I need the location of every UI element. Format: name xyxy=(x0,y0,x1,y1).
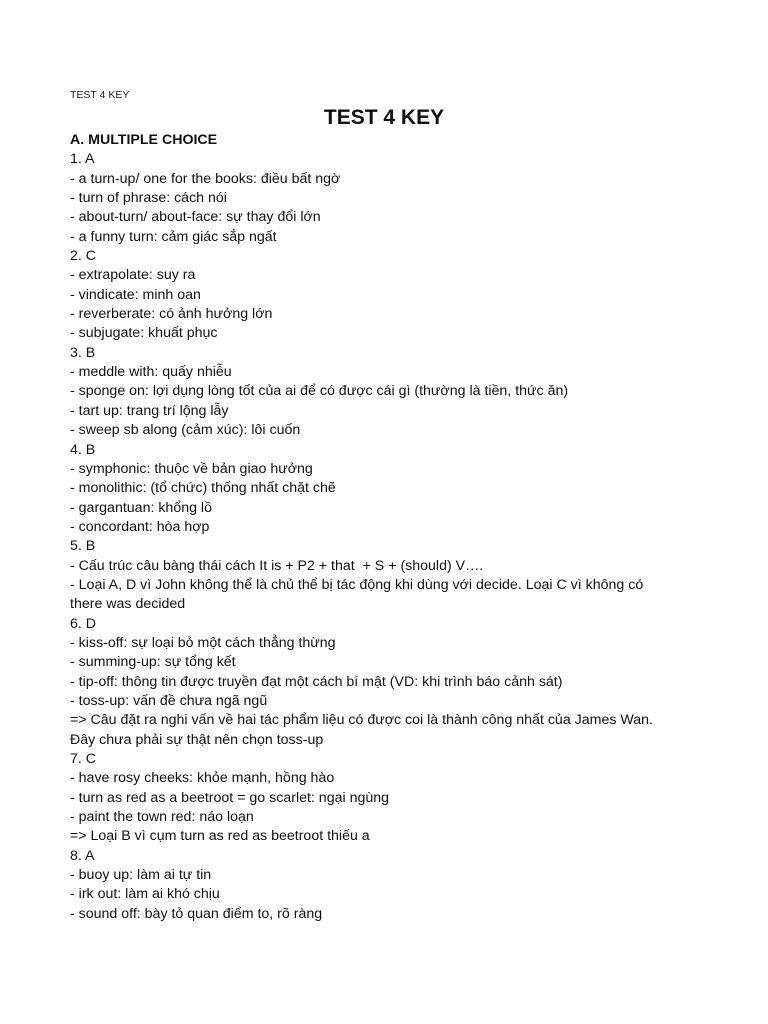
text-line: - Loại A, D vì John không thể là chủ thể bị tác động khi dùng với decide. Loại C vì không có xyxy=(70,576,644,593)
text-line: - symphonic: thuộc về bản giao hưởng xyxy=(70,460,313,477)
text-line: - toss-up: vấn đề chưa ngã ngũ xyxy=(70,692,268,709)
document-body xyxy=(70,131,710,924)
text-line: 6. D xyxy=(70,615,97,632)
text-line: - turn as red as a beetroot = go scarlet: ngại ngùng xyxy=(70,789,390,806)
text-line: - subjugate: khuất phục xyxy=(70,325,218,342)
text-line: - extrapolate: suy ra xyxy=(70,267,196,284)
page-title: TEST 4 KEY xyxy=(323,106,445,129)
text-line: there was decided xyxy=(70,596,186,613)
text-line: - paint the town red: náo loạn xyxy=(70,809,254,826)
text-line: - a funny turn: cảm giác sắp ngất xyxy=(70,228,277,245)
text-line: - about-turn/ about-face: sự thay đổi lớn xyxy=(70,209,321,226)
text-line: Đây chưa phải sự thật nên chọn toss-up xyxy=(70,731,324,748)
text-line: - monolithic: (tổ chức) thống nhất chặt chẽ xyxy=(70,480,336,497)
text-line: - vindicate: minh oan xyxy=(70,286,201,303)
text-line: - gargantuan: khổng lồ xyxy=(70,499,212,516)
text-line: 5. B xyxy=(70,538,96,555)
text-line: - concordant: hòa hợp xyxy=(70,518,210,535)
text-line: => Loại B vì cụm turn as red as beetroot thiếu a xyxy=(70,828,370,845)
text-line: - buoy up: làm ai tự tin xyxy=(70,867,212,884)
text-line: - kiss-off: sự loại bỏ một cách thẳng thừng xyxy=(70,634,336,651)
text-line: 1. A xyxy=(70,151,95,168)
section-heading: A. MULTIPLE CHOICE xyxy=(70,132,218,148)
text-line: 8. A xyxy=(70,847,95,864)
text-line: 3. B xyxy=(70,344,96,361)
text-line: 2. C xyxy=(70,248,97,265)
text-line: - meddle with: quấy nhiễu xyxy=(70,364,232,381)
text-line: - have rosy cheeks: khỏe mạnh, hồng hào xyxy=(70,770,335,787)
text-line: 4. B xyxy=(70,441,96,458)
text-line: - sweep sb along (cảm xúc): lôi cuốn xyxy=(70,422,301,439)
text-line: - irk out: làm ai khó chịu xyxy=(70,886,220,903)
text-line: - summing-up: sự tổng kết xyxy=(70,654,236,671)
text-line: => Câu đặt ra nghi vấn về hai tác phẩm liệu có được coi là thành công nhất của James Wan. xyxy=(70,712,653,729)
text-line: - sound off: bày tỏ quan điểm to, rõ ràng xyxy=(70,905,323,922)
text-line: - turn of phrase: cách nói xyxy=(70,190,227,207)
text-line: - reverberate: có ảnh hưởng lớn xyxy=(70,306,273,323)
text-line: - tip-off: thông tin được truyền đạt một cách bí mật (VD: khi trình báo cảnh sát) xyxy=(70,673,563,690)
answer-lines xyxy=(70,150,710,924)
text-line: - Cấu trúc câu bàng thái cách It is + P2 + that + S + (should) V…. xyxy=(70,557,484,574)
page-header: TEST 4 KEY xyxy=(70,89,130,101)
text-line: - a turn-up/ one for the books: điều bất ngờ xyxy=(70,170,341,187)
text-line: - tart up: trang trí lộng lẫy xyxy=(70,402,229,419)
text-line: 7. C xyxy=(70,751,97,767)
text-line: - sponge on: lợi dụng lòng tốt của ai để có được cái gì (thường là tiền, thức ăn) xyxy=(70,383,569,400)
